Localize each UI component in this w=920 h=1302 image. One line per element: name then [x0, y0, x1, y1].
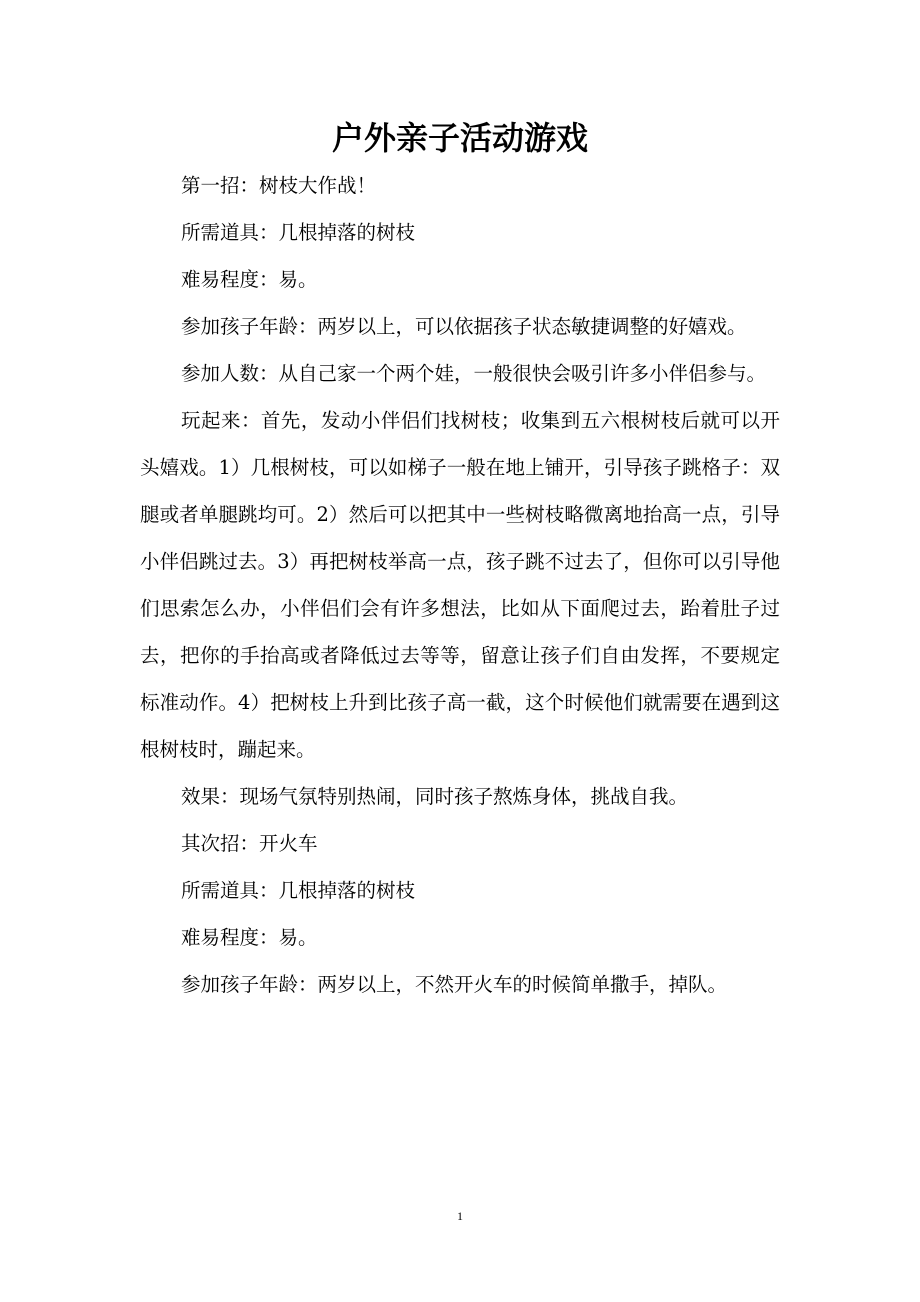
paragraph-2: 所需道具：几根掉落的树枝: [181, 221, 416, 244]
paragraph-7: 效果：现场气氛特别热闹，同时孩子熬炼身体，挑战自我。: [181, 785, 689, 808]
paragraph-3: 难易程度：易。: [181, 268, 318, 291]
paragraph-9: 所需道具：几根掉落的树枝: [181, 879, 416, 902]
paragraph-5: 参加人数：从自己家一个两个娃，一般很快会吸引许多小伴侣参与。: [181, 362, 767, 385]
paragraph-8: 其次招：开火车: [181, 832, 318, 855]
paragraph-10: 难易程度：易。: [181, 926, 318, 949]
paragraph-4: 参加孩子年龄：两岁以上，可以依据孩子状态敏捷调整的好嬉戏。: [181, 315, 747, 338]
paragraph-11: 参加孩子年龄：两岁以上，不然开火车的时候简单撒手，掉队。: [181, 973, 728, 996]
document-body: [140, 162, 780, 1008]
document-title: 户外亲子活动游戏: [331, 119, 588, 157]
paragraph-6: 玩起来：首先，发动小伴侣们找树枝；收集到五六根树枝后就可以开头嬉戏。1）几根树枝，可以如梯子一般在地上铺开，引导孩子跳格子：双腿或者单腿跳均可。2）然后可以把其中一些树枝略微离地抬高一点，引导小伴侣跳过去。3）再把树枝举高一点，孩子跳不过去了，但你可以引导他们思索怎么办，小伴侣们会有许多想法，比如从下面爬过去，跆着肚子过去，把你的手抬高或者降低过去等等，留意让孩子们自由发挥，不要规定标准动作。4）把树枝上升到比孩子高一截，这个时候他们就需要在遇到这根树枝时，蹦起来。: [140, 409, 780, 761]
paragraph-1: 第一招：树枝大作战！: [181, 174, 377, 197]
page-number: 1: [457, 1209, 463, 1223]
